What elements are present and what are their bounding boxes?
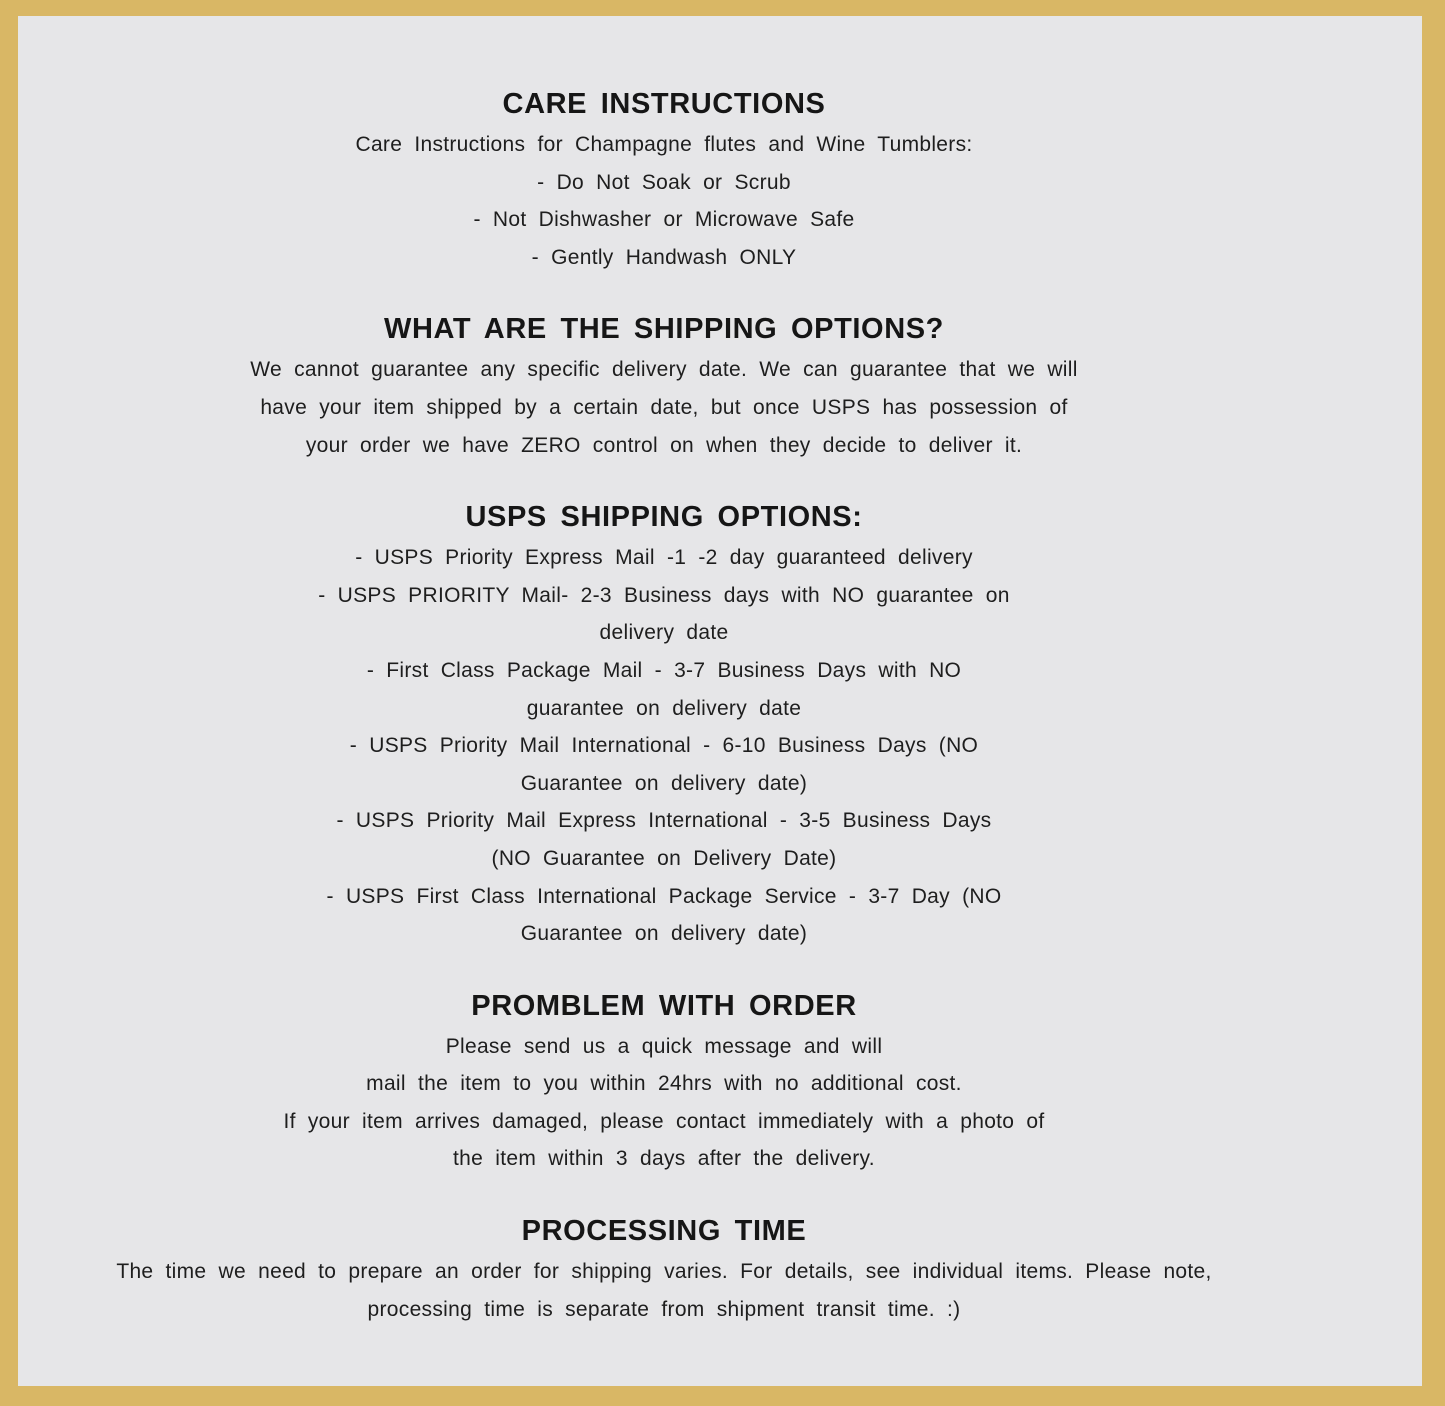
text-line: - USPS Priority Express Mail -1 -2 day guaranteed delivery xyxy=(355,546,973,570)
text-line: Guarantee on delivery date) xyxy=(520,771,808,795)
section-heading: PROMBLEM WITH ORDER xyxy=(471,989,857,1022)
text-line: the item within 3 days after the delivery. xyxy=(453,1147,875,1171)
section-problem-with-order xyxy=(18,984,1310,1178)
text-line: mail the item to you within 24hrs with no additional cost. xyxy=(366,1072,962,1096)
text-line: - USPS PRIORITY Mail- 2-3 Business days with NO guarantee on xyxy=(318,583,1010,607)
text-line: guarantee on delivery date xyxy=(526,696,802,720)
text-line: delivery date xyxy=(599,621,729,645)
text-line: - First Class Package Mail - 3-7 Business Days with NO xyxy=(366,658,962,682)
text-line: processing time is separate from shipment transit time. :) xyxy=(367,1297,961,1321)
text-line: The time we need to prepare an order for shipping varies. For details, see individual items. Please note, xyxy=(116,1260,1212,1284)
text-line: - Do Not Soak or Scrub xyxy=(537,170,791,194)
text-line: We cannot guarantee any specific delivery date. We can guarantee that we will xyxy=(250,358,1078,382)
care-shipping-info-sheet xyxy=(18,16,1422,1386)
section-processing-time xyxy=(18,1209,1310,1328)
section-heading: WHAT ARE THE SHIPPING OPTIONS? xyxy=(383,313,944,346)
text-line: - USPS Priority Mail International - 6-10 Business Days (NO xyxy=(349,734,979,758)
section-heading: USPS SHIPPING OPTIONS: xyxy=(465,501,863,534)
text-line: - USPS First Class International Package Service - 3-7 Day (NO xyxy=(326,884,1002,908)
text-line: Guarantee on delivery date) xyxy=(520,922,808,946)
section-heading: CARE INSTRUCTIONS xyxy=(502,88,826,120)
text-line: your order we have ZERO control on when they decide to deliver it. xyxy=(305,433,1023,457)
section-care-instructions xyxy=(18,82,1310,276)
text-line: Please send us a quick message and will xyxy=(445,1034,883,1058)
text-line: Care Instructions for Champagne flutes and Wine Tumblers: xyxy=(355,133,973,156)
section-heading: PROCESSING TIME xyxy=(521,1215,807,1248)
text-line: If your item arrives damaged, please contact immediately with a photo of xyxy=(283,1109,1045,1133)
text-line: - USPS Priority Mail Express International - 3-5 Business Days xyxy=(336,809,992,833)
section-shipping-options xyxy=(18,307,1310,464)
text-line: have your item shipped by a certain date, but once USPS has possession of xyxy=(260,395,1068,419)
text-line: (NO Guarantee on Delivery Date) xyxy=(491,846,837,870)
section-usps-shipping-options xyxy=(18,495,1310,953)
text-line: - Not Dishwasher or Microwave Safe xyxy=(473,208,855,232)
text-line: - Gently Handwash ONLY xyxy=(531,245,797,269)
